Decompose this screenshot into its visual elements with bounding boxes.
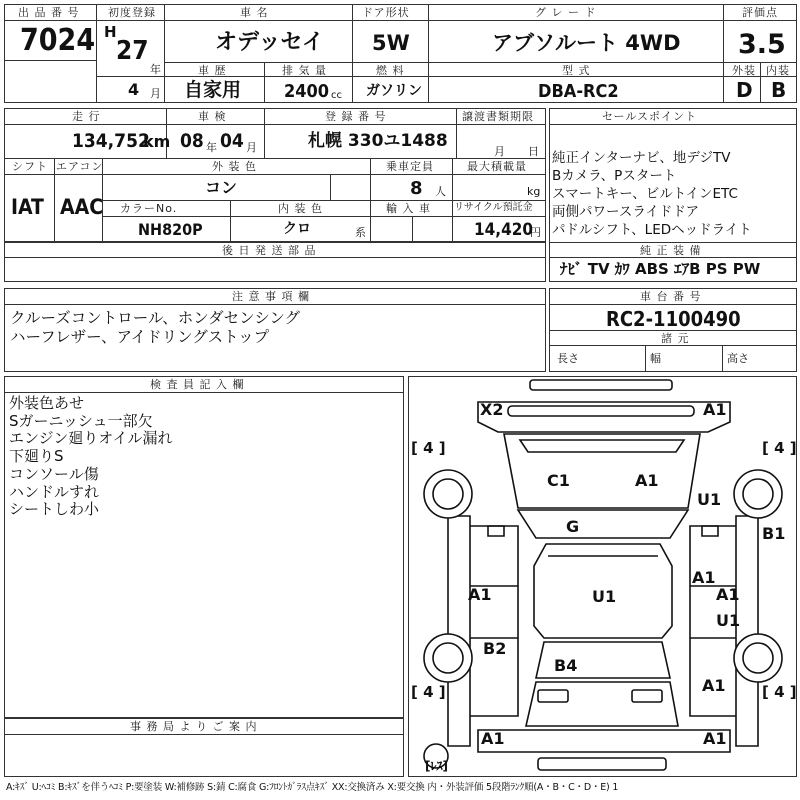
car-name: オデッセイ: [215, 30, 324, 55]
vehicle-detail-panel: [4, 108, 546, 242]
ext-color: コン: [205, 178, 238, 197]
damage-code: X2: [480, 400, 504, 419]
ac-label: エアコン: [56, 160, 104, 173]
spec-label: 諸 元: [661, 332, 690, 345]
damage-code: A1: [703, 729, 727, 748]
damage-code: U1: [592, 587, 617, 606]
exterior-grade: D: [736, 78, 753, 102]
door-type: 5W: [372, 31, 410, 55]
reg-label: 登 録 番 号: [325, 110, 387, 123]
length-label: 長さ: [557, 352, 579, 365]
grade-label: グ レ ー ド: [535, 6, 597, 19]
tire-rear-left: [ 4 ]: [411, 683, 446, 701]
chassis-number: RC2-1100490: [606, 307, 741, 331]
damage-code: A1: [635, 471, 659, 490]
model-label: 型 式: [562, 64, 591, 77]
lot-label: 出 品 番 号: [18, 6, 80, 19]
chassis-label: 車 台 番 号: [640, 290, 702, 303]
score-label: 評価点: [742, 6, 778, 19]
color-number: NH820P: [138, 220, 203, 239]
interior-grade: B: [771, 78, 787, 102]
displacement-label: 排 気 量: [282, 64, 327, 77]
transfer-label: 譲渡書類期限: [462, 110, 534, 123]
interior-label: 内装: [766, 64, 790, 77]
first-reg-year: 27: [116, 36, 149, 66]
color-no-label: カラーNo.: [120, 202, 178, 215]
damage-code: A1: [703, 400, 727, 419]
fuel: ガソリン: [366, 83, 422, 99]
inspection-label: 車 検: [198, 110, 227, 123]
import-label: 輸 入 車: [386, 202, 431, 215]
damage-code: U1: [716, 611, 741, 630]
ext-color-label: 外 装 色: [212, 160, 257, 173]
load-label: 最大積載量: [467, 160, 527, 173]
inspector-label: 検 査 員 記 入 欄: [150, 378, 245, 391]
damage-code: B4: [554, 656, 578, 675]
first-reg-month: 4: [128, 80, 140, 99]
height-label: 高さ: [727, 352, 749, 365]
inspection-month: 04: [220, 130, 244, 152]
shift: IAT: [11, 195, 44, 219]
mileage-label: 走 行: [72, 110, 101, 123]
damage-code: A1: [702, 676, 726, 695]
inspector-notes: 外装色あせ Sガーニッシュ一部欠 エンジン廻りオイル漏れ 下廻りS コンソール傷 ハンドルすれ シートしわ小: [9, 394, 173, 519]
shift-label: シフト: [12, 160, 48, 173]
ac: AAC: [60, 195, 104, 219]
int-color-label: 内 装 色: [278, 202, 323, 215]
damage-code: A1: [468, 585, 492, 604]
history-label: 車 歴: [198, 64, 227, 77]
era: H: [104, 23, 117, 41]
later-parts-label: 後 日 発 送 部 品: [222, 244, 317, 257]
first-reg-label: 初度登録: [108, 6, 156, 19]
recycle-label: リサイクル預託金: [454, 202, 533, 213]
car-name-label: 車 名: [240, 6, 269, 19]
mileage: 134,752: [72, 130, 150, 152]
damage-code: B1: [762, 524, 786, 543]
displacement: 2400: [284, 81, 330, 102]
inspection-year: 08: [180, 130, 204, 152]
damage-code: A1: [692, 568, 716, 587]
damage-code: B2: [483, 639, 507, 658]
equip-label: 純 正 装 備: [640, 244, 702, 257]
damage-code: G: [566, 517, 580, 536]
grade: アブソルート 4WD: [492, 31, 681, 55]
notes-list: クルーズコントロール、ホンダセンシング ハーフレザー、アイドリングストップ: [10, 309, 301, 346]
damage-code: U1: [697, 490, 722, 509]
width-label: 幅: [650, 352, 661, 365]
office-label: 事 務 局 よ り ご 案 内: [130, 720, 258, 733]
door-label: ドア形状: [362, 6, 410, 19]
spare-tire-label: [ﾚｽ]: [425, 759, 448, 773]
standard-equipment: ﾅﾋﾞ TV ｶﾜ ABS ｴｱB PS PW: [560, 260, 761, 278]
exterior-label: 外装: [732, 64, 756, 77]
damage-code: A1: [481, 729, 505, 748]
tire-front-left: [ 4 ]: [411, 439, 446, 457]
fuel-label: 燃 料: [376, 64, 405, 77]
tire-rear-right: [ 4 ]: [762, 683, 797, 701]
capacity-label: 乗車定員: [386, 160, 434, 173]
model: DBA-RC2: [538, 81, 619, 102]
notes-label: 注 意 事 項 欄: [232, 290, 310, 303]
legend-text: A:ｷｽﾞ U:ﾍｺﾐ B:ｷｽﾞを伴うﾍｺﾐ P:要塗装 W:補修跡 S:錆 C:腐食 G:ﾌﾛﾝﾄｶﾞﾗｽ点ｷｽﾞ XX:交換済み X:要交換 内・外装評価 5段階ﾗﾝｸ順(A・B・C・D・E) 1: [6, 782, 619, 793]
recycle-fee: 14,420: [474, 220, 534, 240]
damage-code: A1: [716, 585, 740, 604]
registration-number: 札幌 330ユ1488: [308, 131, 448, 151]
car-outline-diagram: [408, 376, 797, 777]
sales-points-list: 純正インターナビ、地デジTV Bカメラ、Pスタート スマートキー、ビルトインETC 両側パワースライドドア パドルシフト、LEDヘッドライト: [552, 150, 752, 238]
sales-label: セールスポイント: [602, 110, 698, 123]
capacity: 8: [410, 178, 423, 199]
damage-code: C1: [547, 471, 570, 490]
history: 自家用: [184, 79, 242, 101]
score: 3.5: [738, 29, 786, 60]
lot-number: 7024: [20, 23, 96, 58]
tire-front-right: [ 4 ]: [762, 439, 797, 457]
int-color: クロ: [283, 221, 311, 237]
